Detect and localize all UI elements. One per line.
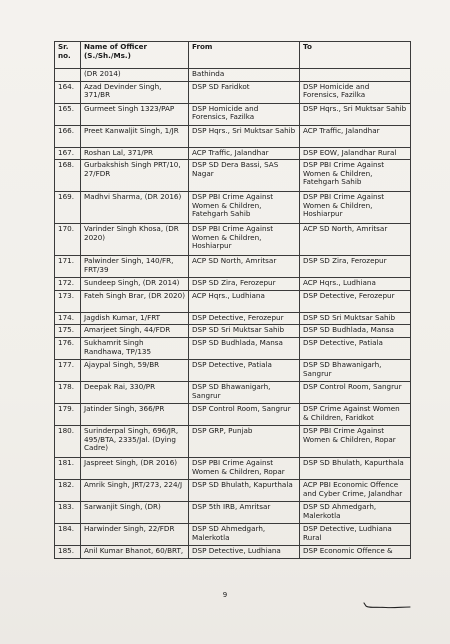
cell-sr: 179.	[55, 403, 81, 425]
table-row	[55, 523, 411, 545]
table-row	[55, 457, 411, 479]
table-row	[55, 312, 411, 325]
cell-from: DSP Homicide and Forensics, Fazilka	[189, 103, 300, 125]
header-sr-no: Sr. no.	[55, 42, 81, 69]
cell-name: Roshan Lal, 371/PR	[81, 147, 189, 160]
cell-from: ACP SD North, Amritsar	[189, 256, 300, 278]
cell-sr: 183.	[55, 501, 81, 523]
cell-sr: 170.	[55, 224, 81, 256]
header-officer-name: Name of Officer (S./Sh./Ms.)	[81, 42, 189, 69]
table-row	[55, 278, 411, 291]
table-row	[55, 290, 411, 312]
cell-to: ACP SD North, Amritsar	[300, 224, 411, 256]
table-row	[55, 81, 411, 103]
cell-sr: 173.	[55, 290, 81, 312]
cell-from: DSP Detective, Patiala	[189, 359, 300, 381]
cell-sr: 168.	[55, 160, 81, 192]
cell-sr: 180.	[55, 425, 81, 457]
cell-from: DSP SD Sri Muktsar Sahib	[189, 325, 300, 338]
cell-to: DSP PBI Crime Against Women & Children, Ropar	[300, 425, 411, 457]
transfer-table	[54, 41, 411, 559]
cell-sr: 174.	[55, 312, 81, 325]
cell-name: Preet Kanwaljit Singh, 1/JR	[81, 125, 189, 147]
cell-to	[300, 69, 411, 82]
cell-from: DSP SD Faridkot	[189, 81, 300, 103]
cell-from: DSP SD Bhulath, Kapurthala	[189, 479, 300, 501]
cell-name: Fateh Singh Brar, (DR 2020)	[81, 290, 189, 312]
cell-name: Surinderpal Singh, 696/JR, 495/BTA, 2335/Jal. (Dying Cadre)	[81, 425, 189, 457]
cell-sr: 184.	[55, 523, 81, 545]
table-body	[55, 69, 411, 559]
cell-sr: 185.	[55, 545, 81, 558]
table-header-row	[55, 42, 411, 69]
cell-name: Gurbakshish Singh PRT/10, 27/FDR	[81, 160, 189, 192]
cell-name: (DR 2014)	[81, 69, 189, 82]
cell-sr: 178.	[55, 381, 81, 403]
cell-to: ACP PBI Economic Offence and Cyber Crime, Jalandhar	[300, 479, 411, 501]
cell-from: DSP Control Room, Sangrur	[189, 403, 300, 425]
cell-name: Sukhamrit Singh Randhawa, TP/135	[81, 337, 189, 359]
table-row	[55, 545, 411, 558]
cell-from: DSP SD Budhlada, Mansa	[189, 337, 300, 359]
cell-name: Jatinder Singh, 366/PR	[81, 403, 189, 425]
cell-sr: 166.	[55, 125, 81, 147]
cell-from: DSP PBI Crime Against Women & Children, Hoshiarpur	[189, 224, 300, 256]
cell-to: DSP PBI Crime Against Women & Children, Hoshiarpur	[300, 192, 411, 224]
cell-sr: 172.	[55, 278, 81, 291]
table-row	[55, 403, 411, 425]
cell-from: DSP GRP, Punjab	[189, 425, 300, 457]
cell-from: DSP SD Ahmedgarh, Malerkotla	[189, 523, 300, 545]
cell-sr	[55, 69, 81, 82]
cell-sr: 177.	[55, 359, 81, 381]
cell-sr: 164.	[55, 81, 81, 103]
cell-to: DSP Detective, Ferozepur	[300, 290, 411, 312]
table-row	[55, 479, 411, 501]
cell-to: DSP SD Ahmedgarh, Malerkotla	[300, 501, 411, 523]
cell-from: DSP Hqrs., Sri Muktsar Sahib	[189, 125, 300, 147]
cell-to: DSP PBI Crime Against Women & Children, Fatehgarh Sahib	[300, 160, 411, 192]
cell-to: DSP SD Bhawanigarh, Sangrur	[300, 359, 411, 381]
cell-to: DSP SD Zira, Ferozepur	[300, 256, 411, 278]
cell-from: DSP SD Bhawanigarh, Sangrur	[189, 381, 300, 403]
cell-name: Deepak Rai, 330/PR	[81, 381, 189, 403]
cell-from: DSP 5th IRB, Amritsar	[189, 501, 300, 523]
cell-from: DSP SD Dera Bassi, SAS Nagar	[189, 160, 300, 192]
cell-sr: 169.	[55, 192, 81, 224]
cell-to: DSP Detective, Patiala	[300, 337, 411, 359]
cell-from: DSP PBI Crime Against Women & Children, Ropar	[189, 457, 300, 479]
table-row-continuation	[55, 69, 411, 82]
table-row	[55, 160, 411, 192]
signature-mark	[362, 598, 412, 612]
cell-name: Amarjeet Singh, 44/FDR	[81, 325, 189, 338]
cell-sr: 176.	[55, 337, 81, 359]
cell-from: DSP Detective, Ludhiana	[189, 545, 300, 558]
cell-sr: 171.	[55, 256, 81, 278]
cell-from: Bathinda	[189, 69, 300, 82]
cell-to: DSP EOW, Jalandhar Rural	[300, 147, 411, 160]
table-row	[55, 325, 411, 338]
cell-name: Harwinder Singh, 22/FDR	[81, 523, 189, 545]
cell-sr: 167.	[55, 147, 81, 160]
header-from: From	[189, 42, 300, 69]
cell-sr: 181.	[55, 457, 81, 479]
cell-name: Palwinder Singh, 140/FR, FRT/39	[81, 256, 189, 278]
table-row	[55, 103, 411, 125]
cell-from: ACP Hqrs., Ludhiana	[189, 290, 300, 312]
table-row	[55, 359, 411, 381]
cell-to: DSP Control Room, Sangrur	[300, 381, 411, 403]
cell-name: Amrik Singh, JRT/273, 224/J	[81, 479, 189, 501]
cell-from: ACP Traffic, Jalandhar	[189, 147, 300, 160]
cell-to: DSP Detective, Ludhiana Rural	[300, 523, 411, 545]
table-row	[55, 256, 411, 278]
cell-from: DSP Detective, Ferozepur	[189, 312, 300, 325]
cell-name: Azad Devinder Singh, 371/BR	[81, 81, 189, 103]
cell-to: DSP SD Bhulath, Kapurthala	[300, 457, 411, 479]
page-number: 9	[222, 591, 228, 599]
cell-sr: 165.	[55, 103, 81, 125]
cell-from: DSP PBI Crime Against Women & Children, Fatehgarh Sahib	[189, 192, 300, 224]
cell-name: Ajaypal Singh, 59/BR	[81, 359, 189, 381]
table-row	[55, 224, 411, 256]
table-row	[55, 501, 411, 523]
cell-sr: 182.	[55, 479, 81, 501]
table-row	[55, 192, 411, 224]
cell-to: DSP Hqrs., Sri Muktsar Sahib	[300, 103, 411, 125]
cell-from: DSP SD Zira, Ferozepur	[189, 278, 300, 291]
table-row	[55, 425, 411, 457]
table-row	[55, 381, 411, 403]
cell-to: DSP Crime Against Women & Children, Faridkot	[300, 403, 411, 425]
table-row	[55, 147, 411, 160]
cell-to: DSP Economic Offence &	[300, 545, 411, 558]
cell-name: Sarwanjit Singh, (DR)	[81, 501, 189, 523]
cell-name: Madhvi Sharma, (DR 2016)	[81, 192, 189, 224]
cell-sr: 175.	[55, 325, 81, 338]
cell-name: Gurmeet Singh 1323/PAP	[81, 103, 189, 125]
cell-to: DSP SD Sri Muktsar Sahib	[300, 312, 411, 325]
cell-name: Jagdish Kumar, 1/FRT	[81, 312, 189, 325]
cell-name: Anil Kumar Bhanot, 60/BRT,	[81, 545, 189, 558]
table-row	[55, 337, 411, 359]
cell-to: DSP SD Budhlada, Mansa	[300, 325, 411, 338]
header-to: To	[300, 42, 411, 69]
cell-name: Sundeep Singh, (DR 2014)	[81, 278, 189, 291]
cell-name: Varinder Singh Khosa, (DR 2020)	[81, 224, 189, 256]
cell-to: DSP Homicide and Forensics, Fazilka	[300, 81, 411, 103]
cell-to: ACP Traffic, Jalandhar	[300, 125, 411, 147]
cell-to: ACP Hqrs., Ludhiana	[300, 278, 411, 291]
cell-name: Jaspreet Singh, (DR 2016)	[81, 457, 189, 479]
table-row	[55, 125, 411, 147]
